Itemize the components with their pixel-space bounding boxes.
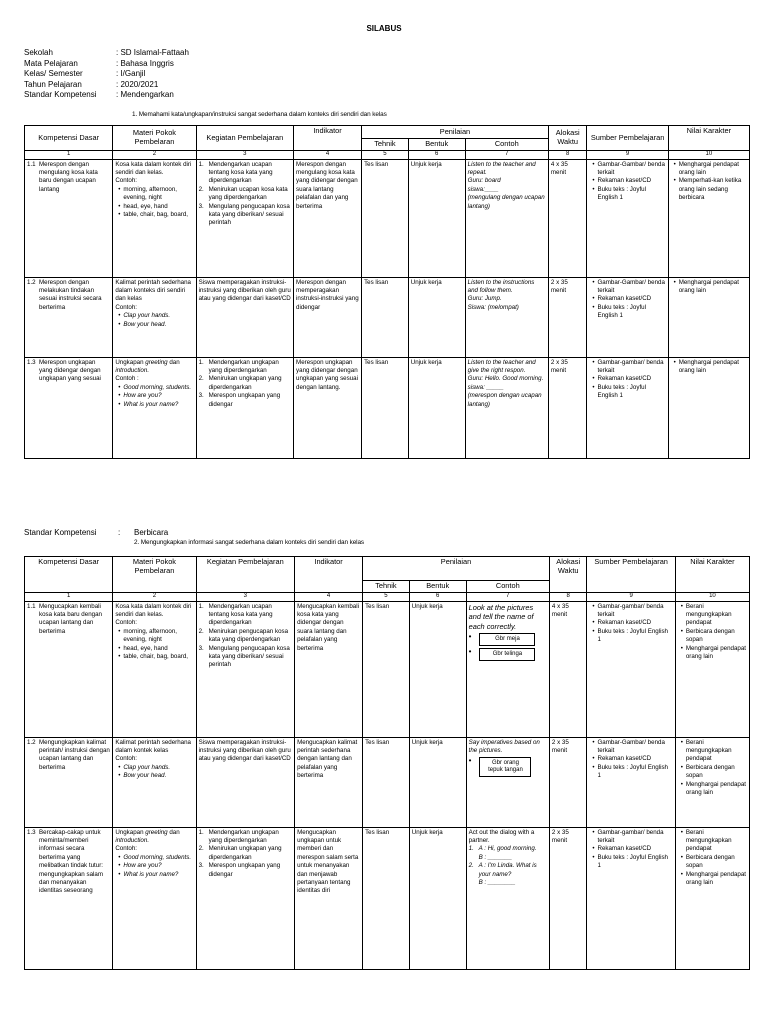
list-item: Berani mengungkapkan pendapat: [685, 738, 732, 763]
list-item: Mendengarkan ungkapan yang diperdengarkan: [208, 828, 279, 844]
materi-text: dan: [167, 828, 180, 836]
materi-text: dan: [167, 358, 180, 366]
nilai-cell: • Menghargai pendapat orang lain: [668, 277, 749, 357]
kd-text: Merespon ungkapan yang didengar dengan ungkapan yang sesuai: [39, 358, 101, 383]
header-materi: Materi Pokok Pembelaran: [113, 557, 196, 593]
header-nilai: Nilai Karakter: [668, 126, 749, 151]
info-label: Sekolah: [24, 48, 53, 57]
contoh-cell: Act out the dialog with a partner. 1. A : Hi, good morning. B : _______ 2. A : I'm Linda. What is your name? B : ________: [466, 827, 549, 969]
kd-cell: [25, 159, 113, 277]
column-number: 6: [409, 592, 466, 601]
list-item: Buku teks : Joyful English 1: [597, 627, 668, 644]
contoh-text: Act out the dialog with a partner.: [468, 828, 535, 844]
list-item: Bow your head.: [123, 772, 167, 780]
nilai-cell: • Berani mengungkapkan pendapat • Berbicara dengan sopan • Menghargai pendapat orang lain: [675, 737, 749, 827]
kd-cell: [25, 357, 113, 458]
kd-cell: [25, 737, 113, 827]
info-label: Kelas/ Semester: [24, 69, 83, 78]
column-number: 3: [196, 150, 293, 159]
materi-cell: Ungkapan greeting dan introduction. Contoh : • Good morning, students. • How are you? • What is your name?: [113, 357, 196, 458]
syllabus-table-speaking: [24, 556, 750, 970]
alokasi-cell: 2 x 35 menit: [548, 277, 587, 357]
contoh-cell: Look at the pictures and tell the name of each correctly. • Gbr meja • Gbr telinga: [466, 601, 549, 737]
materi-text: Contoh :: [115, 375, 139, 383]
kegiatan-cell: Siswa memperagakan instruksi-instruksi yang diberikan oleh guru atau yang didengar dari kaset/CD: [196, 277, 293, 357]
alokasi-cell: 2 x 35 menit: [548, 357, 587, 458]
info-row: [24, 59, 189, 70]
header-sumber: Sumber Pembelajaran: [587, 126, 668, 151]
column-number: 5: [362, 150, 409, 159]
list-item: Buku teks : Joyful English 1: [597, 763, 668, 780]
kd-number: 1.3: [27, 358, 36, 366]
list-item: Buku teks : Joyful English 1: [597, 303, 646, 320]
sumber-cell: • Gambar-gambar/ benda terkait • Rekaman kaset/CD • Buku teks : Joyful English 1: [587, 827, 675, 969]
teknik-cell: Tes lisan: [362, 277, 409, 357]
materi-cell: Ungkapan greeting dan introduction. Contoh: • Good morning, students. • How are you? • What is your name?: [113, 827, 196, 969]
sumber-cell: • Gambar-gambar/ benda terkait • Rekaman kaset/CD • Buku teks : Joyful English 1: [587, 357, 668, 458]
picture-placeholder: Gbr meja: [479, 633, 535, 646]
sk2-description: 2. Mengungkapkan informasi sangat sederhana dalam konteks diri sendiri dan kelas: [134, 539, 365, 546]
list-item: Menirukan pengucapan kosa kata yang diperdengarkan: [208, 627, 289, 644]
header-teknik: Tehnik: [363, 581, 410, 593]
materi-text: Ungkapan: [115, 358, 146, 366]
header-teknik: Tehnik: [362, 139, 409, 151]
nilai-cell: • Berani mengungkapkan pendapat • Berbicara dengan sopan • Menghargai pendapat orang lain: [675, 827, 749, 969]
bentuk-cell: Unjuk kerja: [408, 277, 465, 357]
list-item: Gambar-gambar/ benda terkait: [597, 602, 664, 618]
kd-text: Merespon dengan melakukan tindakan sesuai instruksi secara berterima: [39, 278, 102, 311]
list-item: Menghargai pendapat orang lain: [678, 160, 739, 176]
header-bentuk: Bentuk: [408, 139, 465, 151]
list-item: Merespon ungkapan yang didengar: [208, 392, 281, 408]
list-item: Buku teks : Joyful English 1: [597, 383, 646, 400]
teknik-cell: Tes lisan: [362, 159, 409, 277]
contoh-cell: Say imperatives based on the pictures. • Gbr orang tepuk tangan: [466, 737, 549, 827]
contoh-text: Say imperatives based on the pictures.: [468, 738, 540, 754]
list-item: A : Hi, good morning. B : _______: [478, 845, 537, 861]
list-item: Gambar-Gambar/ benda terkait: [597, 738, 665, 754]
nilai-cell: • Menghargai pendapat orang lain • Memperhati-kan ketika orang lain sedang berbicara: [668, 159, 749, 277]
list-item: Menghargai pendapat orang lain: [678, 278, 739, 294]
list-item: Gambar-Gambar/ benda terkait: [597, 278, 665, 294]
column-number: 7: [465, 150, 548, 159]
list-item: Rekaman kaset/CD: [597, 295, 652, 303]
info-row: [24, 48, 189, 59]
list-item: Berani mengungkapkan pendapat: [685, 828, 732, 853]
list-item: Mendengarkan ucapan tentang kosa kata yang diperdengarkan: [208, 602, 273, 627]
header-sumber: Sumber Pembelajaran: [587, 557, 675, 593]
list-item: head, eye, hand: [123, 202, 168, 210]
contoh-cell: Listen to the teacher and repeat. Guru: board siswa:____ (mengulang dengan ucapan lantang): [465, 159, 548, 277]
materi-cell: Kosa kata dalam kontek diri sendiri dan kelas. Contoh: • morning, afternoon, evening, night • head, eye, hand • table, chair, bag, board,: [113, 601, 196, 737]
info-row: [24, 90, 189, 101]
column-number: 10: [675, 592, 749, 601]
list-item: Clap your hands.: [123, 763, 171, 771]
list-item: How are you?: [123, 862, 162, 870]
info-value: : SD Islamal-Fattaah: [116, 48, 189, 57]
list-item: What is your name?: [123, 400, 179, 408]
list-item: Menghargai pendapat orang lain: [685, 870, 747, 887]
nilai-cell: • Menghargai pendapat orang lain: [668, 357, 749, 458]
column-number: 4: [295, 592, 363, 601]
info-label: Tahun Pelajaran: [24, 79, 82, 89]
header-indikator: Indikator: [295, 557, 363, 593]
list-item: Rekaman kaset/CD: [597, 755, 652, 763]
list-item: Mengulang pengucapan kosa kata yang diberikan/ sesuai perintah: [208, 644, 290, 669]
bentuk-cell: Unjuk kerja: [408, 357, 465, 458]
kd-text: Mengucapkan kembali kosa kata baru dengan ucapan lantang dan berterima: [39, 602, 102, 635]
header-nilai: Nilai Karakter: [675, 557, 749, 593]
header-contoh: Contoh: [465, 139, 548, 151]
header-bentuk: Bentuk: [409, 581, 466, 593]
header-materi: Materi Pokok Pembelaran: [113, 126, 196, 151]
indikator-cell: Mengucapkan kembali kosa kata yang didengar dengan suara lantang dan pelafalan yang berterima: [295, 601, 363, 737]
column-number: 9: [587, 592, 675, 601]
materi-cell: Kosa kata dalam kontek diri sendiri dan kelas. Contoh: • morning, afternoon, evening, night • head, eye, hand • table, chair, bag, board,: [113, 159, 196, 277]
header-kegiatan: Kegiatan Pembelajaran: [196, 126, 293, 151]
indikator-cell: Merespon dengan mengulang kosa kata yang didengar dengan suara lantang pelafalan dan yang berterima: [294, 159, 362, 277]
list-item: Rekaman kaset/CD: [597, 845, 652, 853]
kegiatan-cell: Siswa memperagakan instruksi-instruksi yang diberikan oleh guru atau yang didengar dari kaset/CD: [196, 737, 294, 827]
column-number: 9: [587, 150, 668, 159]
list-item: Bow your head.: [123, 320, 167, 328]
kegiatan-cell: 1. Mendengarkan ungkapan yang diperdengarkan 2. Menirukan ungkapan yang diperdengarkan 3. Merespon ungkapan yang didengar: [196, 827, 294, 969]
column-number: 8: [548, 150, 587, 159]
list-item: Rekaman kaset/CD: [597, 375, 652, 383]
header-alokasi: Alokasi Waktu: [548, 126, 587, 151]
materi-text: introduction.: [115, 837, 150, 844]
contoh-cell: Listen to the teacher and give the right respon. Guru: Hello. Good morning. siswa: _____ (merespon dengan ucapan lantang): [465, 357, 548, 458]
list-item: Gambar-gambar/ benda terkait: [597, 828, 664, 844]
picture-placeholder: Gbr orang tepuk tangan: [479, 757, 531, 777]
kd-number: 1.2: [27, 738, 36, 746]
list-item: Menirukan ungkapan yang diperdengarkan: [208, 845, 282, 861]
header-kd: Kompetensi Dasar: [25, 557, 113, 593]
header-alokasi: Alokasi Waktu: [549, 557, 587, 593]
column-number: 10: [668, 150, 749, 159]
list-item: Berani mengungkapkan pendapat: [685, 602, 732, 627]
list-item: Good morning, students.: [123, 853, 192, 861]
document-title: SILABUS: [366, 24, 402, 33]
list-item: Clap your hands.: [123, 312, 171, 320]
indikator-cell: Mengucapkan ungkapan untuk memberi dan merespon salam serta untuk menanyakan dan menjawab pertanyaan tentang identitas diri: [295, 827, 363, 969]
list-item: Rekaman kaset/CD: [597, 619, 652, 627]
info-value: : Mendengarkan: [116, 90, 174, 99]
info-value: : I/Ganjil: [116, 69, 146, 78]
bentuk-cell: Unjuk kerja: [409, 827, 466, 969]
header-penilaian: Penilaian: [362, 126, 549, 139]
sumber-cell: • Gambar-gambar/ benda terkait • Rekaman kaset/CD • Buku teks : Joyful English 1: [587, 601, 675, 737]
table-row: [25, 277, 750, 357]
info-label: Mata Pelajaran: [24, 58, 78, 68]
table-row: [25, 357, 750, 458]
syllabus-table-listening: [24, 125, 750, 459]
column-number: 1: [25, 150, 113, 159]
bentuk-cell: Unjuk kerja: [408, 159, 465, 277]
info-value: : 2020/2021: [116, 79, 159, 89]
list-item: What is your name?: [123, 870, 179, 878]
teknik-cell: Tes lisan: [363, 827, 410, 969]
sk2-value: Berbicara: [134, 528, 169, 537]
sumber-cell: • Gambar-Gambar/ benda terkait • Rekaman kaset/CD • Buku teks : Joyful English 1: [587, 159, 668, 277]
list-item: Menirukan ungkapan yang diperdengarkan: [208, 375, 282, 391]
header-kd: Kompetensi Dasar: [25, 126, 113, 151]
list-item: Berbicara dengan sopan: [685, 763, 735, 780]
kd-number: 1.2: [27, 278, 36, 286]
list-item: Good morning, students.: [123, 383, 192, 391]
alokasi-cell: 4 x 35 menit: [548, 159, 587, 277]
list-item: Menghargai pendapat orang lain: [685, 780, 747, 797]
bentuk-cell: Unjuk kerja: [409, 737, 466, 827]
column-number: 7: [466, 592, 549, 601]
kegiatan-cell: 1. Mendengarkan ungkapan yang diperdengarkan 2. Menirukan ungkapan yang diperdengarkan 3. Merespon ungkapan yang didengar: [196, 357, 293, 458]
list-item: head, eye, hand: [123, 644, 168, 652]
sumber-cell: • Gambar-Gambar/ benda terkait • Rekaman kaset/CD • Buku teks : Joyful English 1: [587, 737, 675, 827]
teknik-cell: Tes lisan: [363, 737, 410, 827]
list-item: table, chair, bag, board,: [123, 211, 188, 219]
column-number: 5: [363, 592, 410, 601]
column-number-row: [25, 150, 750, 159]
sumber-cell: • Gambar-Gambar/ benda terkait • Rekaman kaset/CD • Buku teks : Joyful English 1: [587, 277, 668, 357]
list-item: Memperhati-kan ketika orang lain sedang berbicara: [678, 177, 742, 202]
indikator-cell: Merespon ungkapan yang didengar dengan ungkapan yang sesuai dengan lantang.: [294, 357, 362, 458]
kegiatan-cell: 1. Mendengarkan ucapan tentang kosa kata yang diperdengarkan 2. Menirukan pengucapan kosa kata yang diperdengarkan 3. Mengulang pengucapan kosa kata yang diberikan/ sesuai perintah: [196, 601, 294, 737]
kd-number: 1.3: [27, 828, 36, 836]
teknik-cell: Tes lisan: [363, 601, 410, 737]
column-number: 8: [549, 592, 587, 601]
materi-text: Ungkapan: [115, 828, 146, 836]
kd-cell: [25, 827, 113, 969]
alokasi-cell: 4 x 35 menit: [549, 601, 587, 737]
list-item: Mendengarkan ungkapan yang diperdengarkan: [208, 358, 279, 374]
list-item: Mengulang pengucapan kosa kata yang diberikan/ sesuai perintah: [208, 202, 290, 227]
list-item: Gambar-gambar/ benda terkait: [597, 358, 664, 374]
info-value: : Bahasa Inggris: [116, 58, 174, 68]
materi-text: greeting: [145, 828, 168, 836]
list-item: Menirukan ucapan kosa kata yang diperdengarkan: [208, 185, 288, 202]
info-row: [24, 80, 189, 91]
info-row: [24, 69, 189, 80]
nilai-cell: • Berani mengungkapkan pendapat • Berbicara dengan sopan • Menghargai pendapat orang lain: [675, 601, 749, 737]
teknik-cell: Tes lisan: [362, 357, 409, 458]
info-block: [24, 48, 189, 101]
header-contoh: Contoh: [466, 581, 549, 593]
list-item: A : I'm Linda. What is your name? B : ________: [478, 862, 537, 887]
materi-text: Kosa kata dalam kontek diri sendiri dan kelas. Contoh:: [115, 160, 192, 185]
sk2-colon: :: [118, 528, 121, 537]
list-item: Buku teks : Joyful English 1: [597, 185, 646, 202]
contoh-cell: Listen to the instructions and follow them. Guru: Jump. Siswa: (melompat): [465, 277, 548, 357]
table-row: [25, 159, 750, 277]
list-item: table, chair, bag, board,: [123, 653, 188, 661]
kd-number: 1.1: [27, 602, 36, 610]
list-item: Menghargai pendapat orang lain: [678, 358, 739, 374]
materi-text: Kalimat perintah sederhana dalam kontek kelas Contoh:: [115, 738, 192, 763]
kd-number: 1.1: [27, 160, 36, 168]
list-item: Menghargai pendapat orang lain: [685, 644, 747, 661]
column-number: 2: [113, 592, 196, 601]
sk1-description: 1. Memahami kata/ungkapan/instruksi sangat sederhana dalam konteks diri sendiri dan kelas: [132, 111, 387, 118]
info-label: Standar Kompetensi: [24, 90, 97, 99]
column-number: 2: [113, 150, 196, 159]
bentuk-cell: Unjuk kerja: [409, 601, 466, 737]
picture-placeholder: Gbr telinga: [479, 648, 535, 661]
column-number: 1: [25, 592, 113, 601]
kd-text: Merespon dengan mengulang kosa kata baru dengan ucapan lantang: [39, 160, 98, 193]
list-item: Berbicara dengan sopan: [685, 853, 735, 870]
materi-text: introduction.: [115, 367, 150, 374]
materi-cell: Kalimat perintah sederhana dalam konteks diri sendiri dan kelas Contoh: • Clap your hands. • Bow your head.: [113, 277, 196, 357]
indikator-cell: Merespon dengan memperagakan instruksi-instruksi yang didengar: [294, 277, 362, 357]
column-number: 6: [408, 150, 465, 159]
list-item: Merespon ungkapan yang didengar: [208, 862, 281, 878]
sk2-label: Standar Kompetensi: [24, 528, 97, 537]
header-penilaian: Penilaian: [363, 557, 550, 581]
table-row: [25, 827, 750, 969]
header-kegiatan: Kegiatan Pembelajaran: [196, 557, 294, 593]
alokasi-cell: 2 x 35 menit: [549, 827, 587, 969]
materi-cell: Kalimat perintah sederhana dalam kontek kelas Contoh: • Clap your hands. • Bow your head.: [113, 737, 196, 827]
list-item: How are you?: [123, 392, 162, 400]
table-row: [25, 601, 750, 737]
kd-cell: [25, 277, 113, 357]
list-item: Buku teks : Joyful English 1: [597, 853, 668, 870]
column-number-row: [25, 592, 750, 601]
list-item: morning, afternoon, evening, night: [123, 627, 177, 644]
kd-text: Mengungkapkan kalimat perintah/ instruksi dengan ucapan lantang dan berterima: [39, 738, 110, 771]
materi-text: greeting: [145, 358, 168, 366]
list-item: Rekaman kaset/CD: [597, 177, 652, 185]
list-item: Gambar-Gambar/ benda terkait: [597, 160, 665, 176]
list-item: Mendengarkan ucapan tentang kosa kata yang diperdengarkan: [208, 160, 273, 185]
materi-text: Kosa kata dalam kontek diri sendiri dan kelas. Contoh:: [115, 602, 192, 627]
table-row: [25, 737, 750, 827]
list-item: Berbicara dengan sopan: [685, 627, 735, 644]
list-item: morning, afternoon, evening, night: [123, 185, 177, 202]
alokasi-cell: 2 x 35 menit: [549, 737, 587, 827]
kd-text: Bercakap-cakap untuk meminta/memberi informasi secara berterima yang melibatkan tindak tutur: mengungkapkan salam dan menanyakan identitas seseorang: [39, 828, 103, 895]
materi-text: Contoh:: [115, 845, 137, 853]
indikator-cell: Mengucapkan kalimat perintah sederhana dengan lantang dan pelafalan yang berterima: [295, 737, 363, 827]
materi-text: Kalimat perintah sederhana dalam konteks diri sendiri dan kelas Contoh:: [115, 278, 192, 311]
kegiatan-cell: 1. Mendengarkan ucapan tentang kosa kata yang diperdengarkan 2. Menirukan ucapan kosa kata yang diperdengarkan 3. Mengulang pengucapan kosa kata yang diberikan/ sesuai perintah: [196, 159, 293, 277]
column-number: 4: [294, 150, 362, 159]
header-indikator: Indikator: [294, 126, 362, 151]
column-number: 3: [196, 592, 294, 601]
contoh-text: Look at the pictures and tell the name of each correctly.: [468, 602, 534, 631]
kd-cell: [25, 601, 113, 737]
